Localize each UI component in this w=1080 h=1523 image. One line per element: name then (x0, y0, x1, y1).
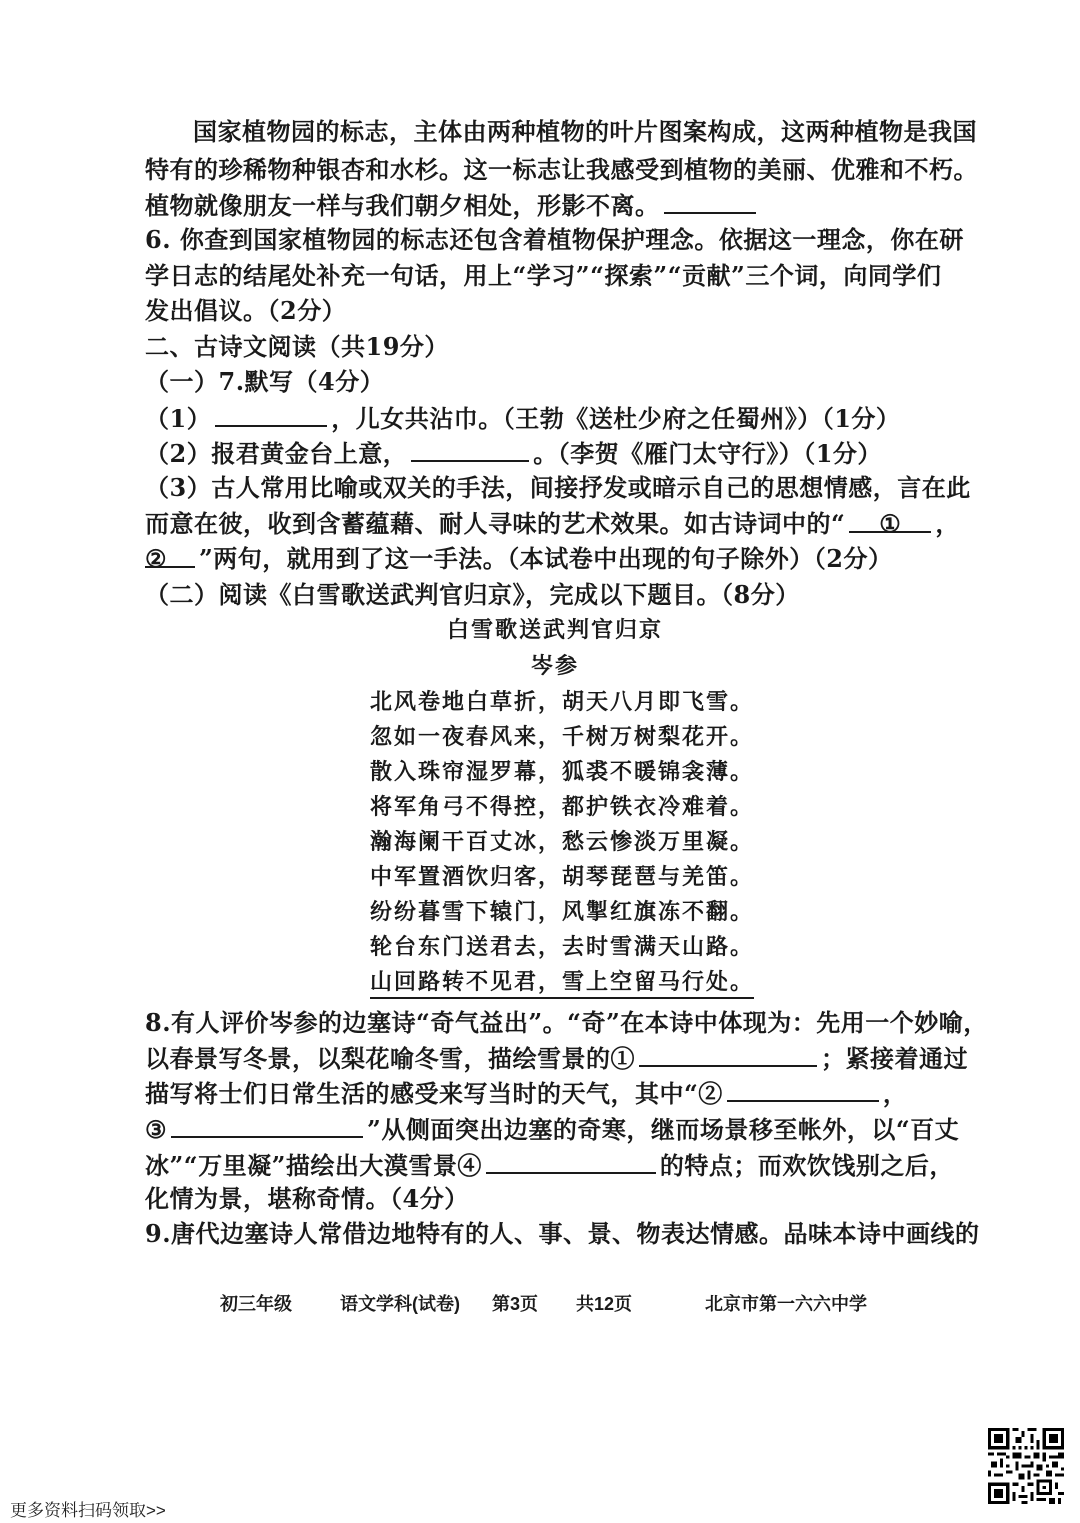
answer-blank (727, 1078, 879, 1102)
q8-text: ③ (145, 1115, 168, 1144)
dictation-q3-line-2 (145, 509, 960, 539)
q6-line-3: 发出倡议。（2分） (145, 296, 347, 325)
dictation-q3-line-3 (145, 544, 893, 574)
q8-text: 以春景写冬景，以梨花喻冬雪，描绘雪景的① (145, 1044, 635, 1073)
section-title: 二、古诗文阅读（共19分） (145, 332, 449, 361)
poem-author: 岑参 (530, 653, 579, 679)
poem-line: 将军角弓不得控，都护铁衣冷难着。 (370, 794, 755, 820)
q8-text: ；紧接着通过 (821, 1044, 968, 1073)
answer-blank (171, 1114, 363, 1138)
dictation-q2 (145, 438, 882, 469)
q8-line-5 (145, 1150, 954, 1181)
q8-text: 的特点；而欢饮饯别之后， (659, 1151, 954, 1180)
dictation-q2-prefix: （2）报君黄金台上意， (145, 439, 408, 468)
q8-line-4 (145, 1114, 959, 1145)
promo-link[interactable]: 更多资料扫码领取>> (10, 1501, 166, 1520)
answer-blank (639, 1043, 817, 1067)
q9-line-1: 9.唐代边塞诗人常借边地特有的人、事、景、物表达情感。品味本诗中画线的 (145, 1219, 980, 1248)
footer-total: 共12页 (576, 1294, 633, 1314)
footer-subject: 语文学科(试卷) (340, 1294, 460, 1314)
poem-line: 散入珠帘湿罗幕，狐裘不暖锦衾薄。 (370, 759, 755, 785)
answer-blank (486, 1150, 656, 1174)
footer-grade: 初三年级 (220, 1294, 292, 1314)
poem-title: 白雪歌送武判官归京 (446, 617, 663, 643)
q8-text: ， (882, 1079, 908, 1108)
dictation-q3-text-c: ”两句，就用到了这一手法。（本试卷中出现的句子除外）（2分） (199, 544, 893, 573)
poem-line: 北风卷地白草折，胡天八月即飞雪。 (370, 689, 755, 715)
poem-line: 轮台东门送君去，去时雪满天山路。 (370, 934, 755, 960)
q8-line-2 (145, 1043, 968, 1074)
poem-line: 中军置酒饮归客，胡琴琵琶与羌笛。 (370, 864, 755, 890)
poem-line: 纷纷暮雪下辕门，风掣红旗冻不翻。 (370, 899, 755, 925)
paragraph-line-3 (145, 190, 760, 221)
q8-line-1: 8.有人评价岑参的边塞诗“奇气益出”。“奇”在本诗中体现为：先用一个妙喻， (145, 1008, 988, 1037)
q8-line-3 (145, 1078, 907, 1109)
answer-blank (411, 438, 529, 462)
dictation-q3-line-1: （3）古人常用比喻或双关的手法，间接抒发或暗示自己的思想情感，言在此 (145, 473, 971, 502)
answer-blank (664, 190, 756, 214)
footer-school: 北京市第一六六中学 (705, 1294, 867, 1314)
q6-line-1: 6. 你查到国家植物园的标志还包含着植物保护理念。依据这一理念，你在研 (145, 225, 964, 254)
poem-line: 忽如一夜春风来，千树万树梨花开。 (370, 724, 755, 750)
dictation-q1-suffix: ，儿女共沾巾。（王勃《送杜少府之任蜀州》）（1分） (331, 404, 901, 433)
paragraph-line-2: 特有的珍稀物种银杏和水杉。这一标志让我感受到植物的美丽、优雅和不朽。 (145, 155, 978, 184)
q8-text: ”从侧面突出边塞的奇寒，继而场景移至帐外，以“百丈 (367, 1115, 960, 1144)
subsection-title-1: （一）7.默写（4分） (145, 367, 385, 396)
poem-line-underlined (370, 968, 754, 996)
q8-text: 描写将士们日常生活的感受来写当时的天气，其中“② (145, 1079, 723, 1108)
dictation-q1 (145, 403, 900, 434)
answer-blank-1: ① (849, 509, 931, 533)
dictation-q2-suffix: 。（李贺《雁门太守行》）（1分） (533, 439, 882, 468)
dictation-q3-text-a: 而意在彼，收到含蓄蕴藉、耐人寻味的艺术效果。如古诗词中的“ (145, 509, 846, 538)
q8-text: 冰”“万里凝”描绘出大漠雪景④ (145, 1151, 482, 1180)
footer-page: 第3页 (492, 1294, 539, 1314)
subsection-title-2: （二）阅读《白雪歌送武判官归京》，完成以下题目。（8分） (145, 580, 800, 609)
paragraph-line-1: 国家植物园的标志，主体由两种植物的叶片图案构成，这两种植物是我国 (193, 117, 977, 146)
answer-blank-2: ② (145, 544, 195, 568)
q8-line-6: 化情为景，堪称奇情。（4分） (145, 1184, 469, 1213)
poem-line: 瀚海阑干百丈冰，愁云惨淡万里凝。 (370, 829, 755, 855)
paragraph-line-3-text: 植物就像朋友一样与我们朝夕相处，形影不离。 (145, 191, 660, 220)
answer-blank (215, 403, 327, 427)
underlined-text: 山回路转不见君，雪上空留马行处。 (370, 969, 754, 999)
qr-code-icon[interactable] (988, 1428, 1064, 1504)
q6-line-2: 学日志的结尾处补充一句话，用上“学习”“探索”“贡献”三个词，向同学们 (145, 261, 942, 290)
dictation-q3-text-b: ， (935, 509, 960, 538)
dictation-q1-prefix: （1） (145, 404, 212, 433)
